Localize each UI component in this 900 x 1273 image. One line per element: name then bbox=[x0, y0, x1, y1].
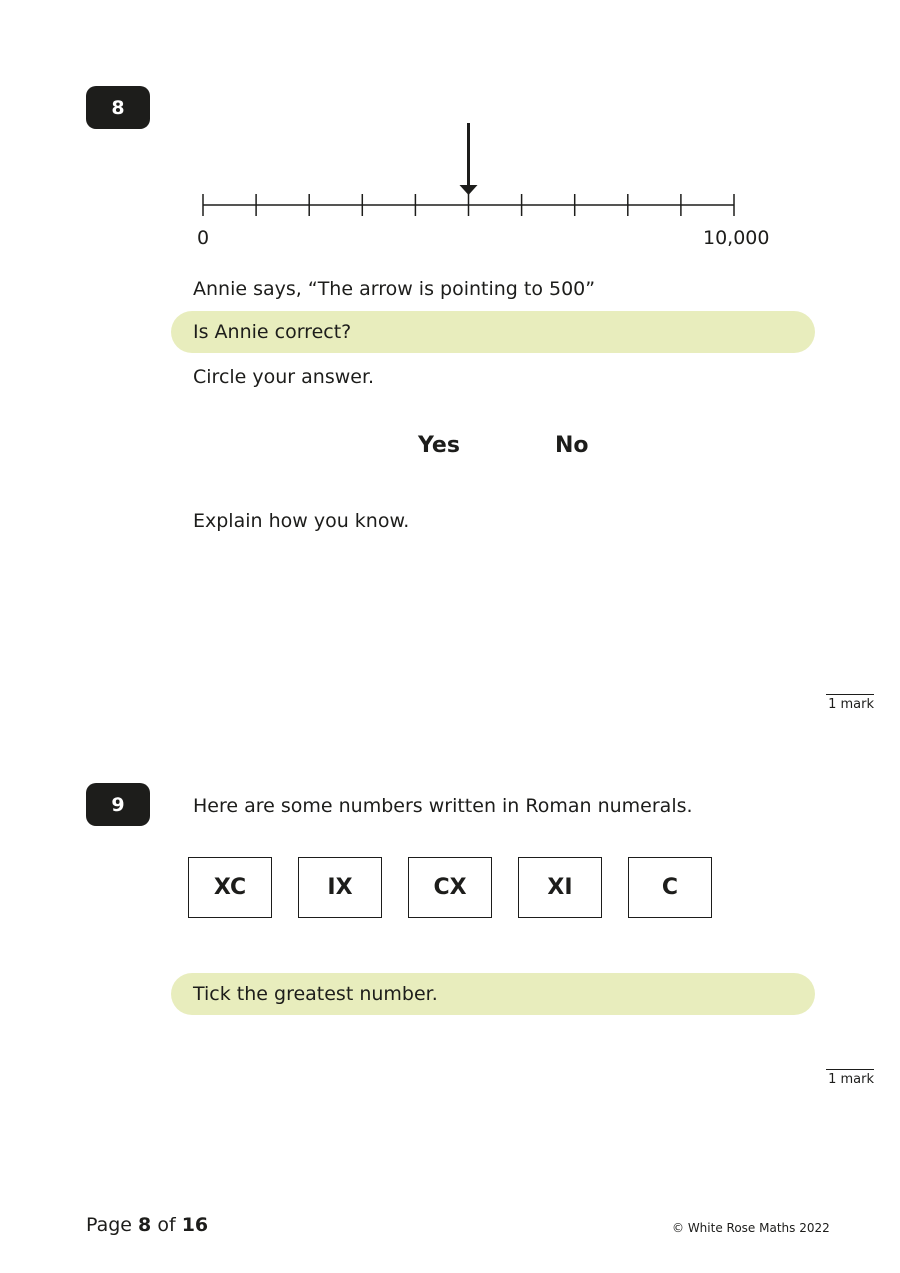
page-number bbox=[86, 1214, 208, 1236]
marks-label: 1 mark bbox=[826, 1069, 874, 1087]
prompt-highlight bbox=[171, 973, 815, 1015]
number-line-start-label: 0 bbox=[197, 227, 210, 249]
roman-numeral-option[interactable]: XC bbox=[188, 857, 272, 918]
page-of: of bbox=[157, 1214, 176, 1236]
prompt-text: Tick the greatest number. bbox=[193, 983, 438, 1005]
marks-label: 1 mark bbox=[826, 694, 874, 712]
roman-numeral-option[interactable]: CX bbox=[408, 857, 492, 918]
number-line bbox=[0, 0, 900, 260]
page-total: 16 bbox=[181, 1214, 209, 1236]
roman-numeral-option[interactable]: C bbox=[628, 857, 712, 918]
choice-yes[interactable]: Yes bbox=[418, 433, 460, 458]
number-line-end-label: 10,000 bbox=[703, 227, 770, 249]
explain-prompt: Explain how you know. bbox=[193, 510, 410, 532]
prompt-highlight bbox=[171, 311, 815, 353]
annie-statement: Annie says, “The arrow is pointing to 500” bbox=[193, 278, 596, 300]
instruction-text: Circle your answer. bbox=[193, 366, 375, 388]
prompt-text: Is Annie correct? bbox=[193, 321, 352, 343]
arrow-head bbox=[460, 185, 478, 195]
copyright: © White Rose Maths 2022 bbox=[672, 1221, 830, 1235]
question-number-badge: 9 bbox=[86, 783, 150, 826]
roman-numeral-option[interactable]: IX bbox=[298, 857, 382, 918]
roman-intro: Here are some numbers written in Roman numerals. bbox=[193, 795, 693, 817]
roman-numeral-option[interactable]: XI bbox=[518, 857, 602, 918]
page-current: 8 bbox=[138, 1214, 152, 1236]
choice-no[interactable]: No bbox=[555, 433, 589, 458]
question-number-badge: 8 bbox=[86, 86, 150, 129]
page-prefix: Page bbox=[86, 1214, 132, 1236]
